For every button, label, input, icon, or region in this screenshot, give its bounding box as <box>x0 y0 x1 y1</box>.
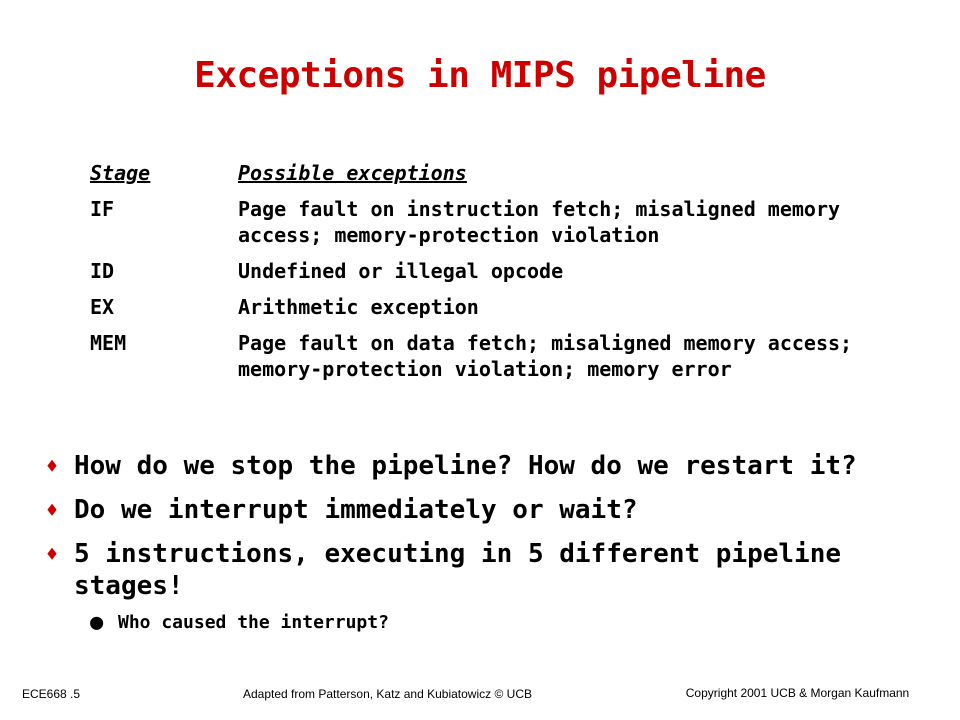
table-cell-desc: Page fault on instruction fetch; misaligned memory access; memory-protection violation <box>238 197 841 247</box>
table-header-desc: Possible exceptions <box>238 161 467 185</box>
table-cell-stage: IF <box>90 197 115 221</box>
bullet-text: 5 instructions, executing in 5 different pipeline stages! <box>74 539 842 601</box>
dot-icon: ● <box>90 610 104 635</box>
diamond-icon: ♦ <box>46 542 59 566</box>
list-item <box>46 450 926 482</box>
list-item <box>46 494 926 526</box>
slide-title: Exceptions in MIPS pipeline <box>194 55 766 96</box>
diamond-icon: ♦ <box>46 454 59 478</box>
table-cell-desc: Undefined or illegal opcode <box>238 259 564 283</box>
copyright: Copyright 2001 UCB & Morgan Kaufmann <box>685 686 910 700</box>
list-item <box>46 538 926 602</box>
table-header-stage: Stage <box>90 161 151 185</box>
table-row <box>90 196 920 248</box>
table-cell-desc: Arithmetic exception <box>238 295 479 319</box>
sub-list-item <box>90 610 926 636</box>
bullet-list <box>46 450 926 636</box>
subbullet-text: Who caused the interrupt? <box>118 612 389 633</box>
table-row <box>90 330 920 382</box>
table-row <box>90 258 920 284</box>
table-cell-stage: EX <box>90 295 115 319</box>
table-cell-stage: MEM <box>90 331 127 355</box>
slide-number: ECE668 .5 <box>22 687 81 701</box>
table-row <box>90 294 920 320</box>
attribution: Adapted from Patterson, Katz and Kubiatowicz © UCB <box>243 687 532 701</box>
table-cell-desc: Page fault on data fetch; misaligned memory access; memory-protection violation; memory error <box>238 331 853 381</box>
bullet-text: Do we interrupt immediately or wait? <box>74 495 638 525</box>
bullet-text: How do we stop the pipeline? How do we restart it? <box>74 451 857 481</box>
table-header-row <box>90 160 920 186</box>
exceptions-table <box>90 160 920 392</box>
table-cell-stage: ID <box>90 259 115 283</box>
diamond-icon: ♦ <box>46 498 59 522</box>
